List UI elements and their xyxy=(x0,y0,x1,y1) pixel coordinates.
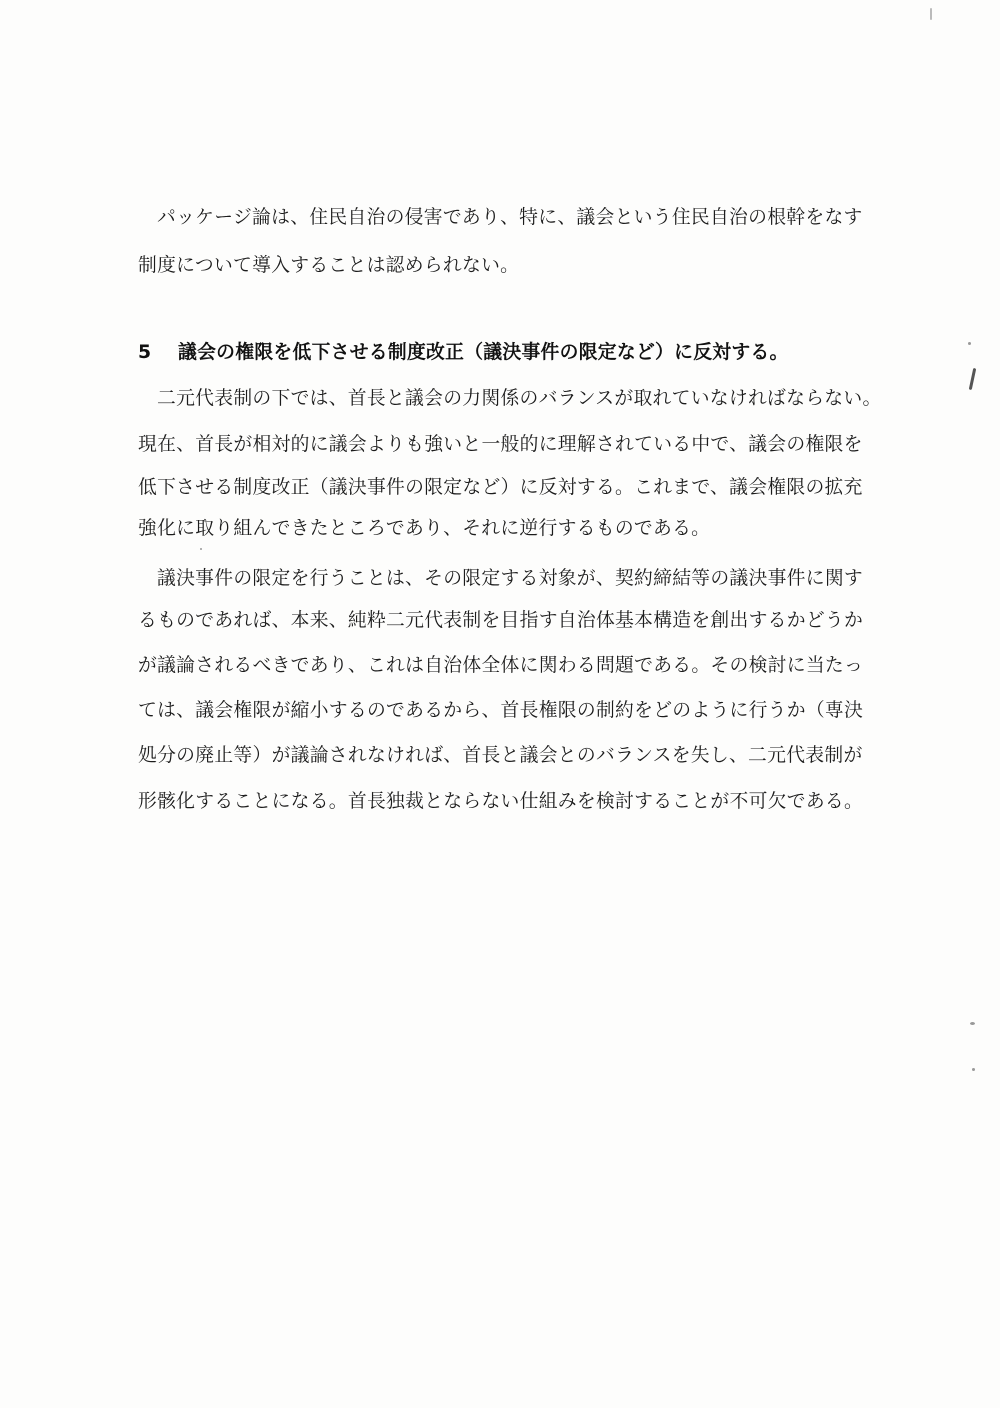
scan-speck xyxy=(968,342,971,345)
paragraph-b-line-4: ては、議会権限が縮小するのであるから、首長権限の制約をどのように行うか（専決 xyxy=(138,700,864,721)
paragraph-b-line-2: るものであれば、本来、純粋二元代表制を目指す自治体基本構造を創出するかどうか xyxy=(138,610,864,631)
paragraph-b-line-3: が議論されるべきであり、これは自治体全体に関わる問題である。その検討に当たっ xyxy=(138,655,864,676)
section-5-title: 議会の権限を低下させる制度改正（議決事件の限定など）に反対する。 xyxy=(178,342,789,363)
scan-speck xyxy=(930,8,932,20)
scan-speck xyxy=(200,548,202,550)
paragraph-1-line-1: パッケージ論は、住民自治の侵害であり、特に、議会という住民自治の根幹をなす xyxy=(157,207,863,228)
paragraph-a-line-3: 低下させる制度改正（議決事件の限定など）に反対する。これまで、議会権限の拡充 xyxy=(138,477,863,498)
paragraph-1-line-2: 制度について導入することは認められない。 xyxy=(138,255,520,276)
scan-speck xyxy=(972,1068,975,1071)
paragraph-b-line-6: 形骸化することになる。首長独裁とならない仕組みを検討することが不可欠である。 xyxy=(138,791,864,812)
paragraph-a-line-2: 現在、首長が相対的に議会よりも強いと一般的に理解されている中で、議会の権限を xyxy=(138,434,863,455)
section-5-number: 5 xyxy=(138,342,152,363)
scan-speck xyxy=(969,368,977,390)
section-5-heading xyxy=(138,339,789,367)
paragraph-b-line-5: 処分の廃止等）が議論されなければ、首長と議会とのバランスを失し、二元代表制が xyxy=(138,745,863,766)
paragraph-a-line-4: 強化に取り組んできたところであり、それに逆行するものである。 xyxy=(138,518,711,539)
paragraph-a-line-1: 二元代表制の下では、首長と議会の力関係のバランスが取れていなければならない。 xyxy=(157,388,882,409)
paragraph-b-line-1: 議決事件の限定を行うことは、その限定する対象が、契約締結等の議決事件に関す xyxy=(157,568,864,589)
scan-speck xyxy=(970,1022,975,1025)
